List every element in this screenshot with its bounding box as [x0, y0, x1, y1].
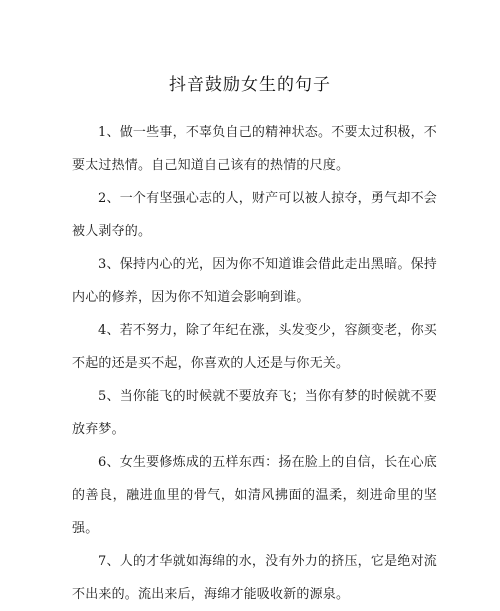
document-title: 抖音鼓励女生的句子: [169, 75, 331, 95]
paragraph-7: 7、人的才华就如海绵的水，没有外力的挤压，它是绝对流不出来的。流出来后，海绵才能吸收新的源泉。: [72, 554, 437, 602]
paragraph-3: 3、保持内心的光，因为你不知道谁会借此走出黑暗。保持内心的修养，因为你不知道会影响到谁。: [72, 257, 437, 305]
paragraph-4: 4、若不努力，除了年纪在涨，头发变少，容颜变老，你买不起的还是买不起，你喜欢的人还是与你无关。: [72, 323, 437, 371]
paragraph-5: 5、当你能飞的时候就不要放弃飞；当你有梦的时候就不要放弃梦。: [72, 389, 437, 437]
paragraph-6: 6、女生要修炼成的五样东西：扬在脸上的自信，长在心底的善良，融进血里的骨气，如清风拂面的温柔，刻进命里的坚强。: [72, 455, 437, 536]
paragraph-list: [72, 116, 437, 611]
paragraph-1: 1、做一些事，不辜负自己的精神状态。不要太过积极，不要太过热情。自己知道自己该有的热情的尺度。: [72, 125, 437, 173]
paragraph-2: 2、一个有坚强心志的人，财产可以被人掠夺，勇气却不会被人剥夺的。: [72, 191, 437, 239]
